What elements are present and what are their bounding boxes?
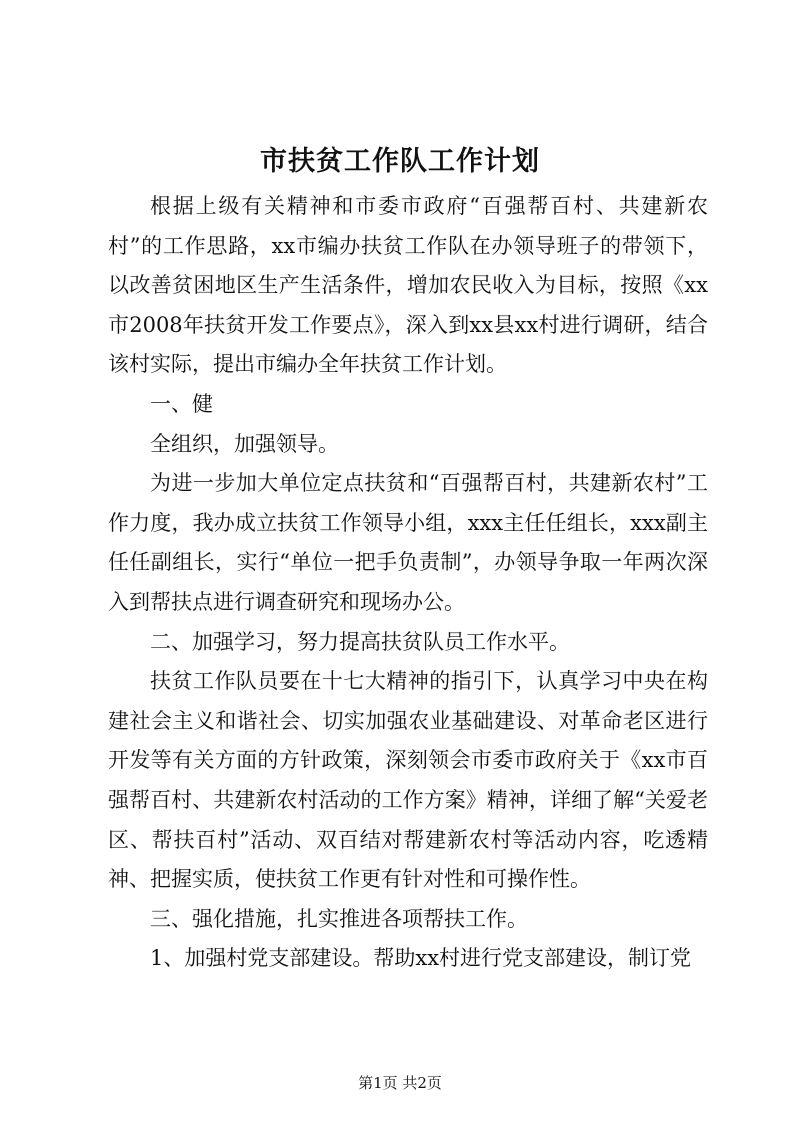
document-title: 市扶贫工作队工作计划 — [260, 146, 540, 177]
paragraph-heading-1b: 全组织，加强领导。 — [150, 431, 339, 456]
paragraph-heading-2: 二、加强学习，努力提高扶贫队员工作水平。 — [150, 629, 570, 654]
paragraph-heading-3: 三、强化措施，扎实推进各项帮扶工作。 — [150, 906, 528, 931]
paragraph-intro: 根据上级有关精神和市委市政府“百强帮百村、共建新农村”的工作思路，xx市编办扶贫工作队在办领导班子的带领下，以改善贫困地区生产生活条件，增加农民收入为目标，按照《xx市2008年扶贫开发工作要点》，深入到xx县xx村进行调研，结合该村实际，提出市编办全年扶贫工作计划。 — [108, 194, 708, 377]
paragraph-section-1: 为进一步加大单位定点扶贫和“百强帮百村，共建新农村”工作力度，我办成立扶贫工作领导小组，xxx主任任组长，xxx副主任任副组长，实行“单位一把手负责制”，办领导争取一年两次深入到帮扶点进行调查研究和现场办公。 — [108, 471, 708, 614]
paragraph-heading-1a: 一、健 — [150, 391, 213, 416]
paragraph-item-1: 1、加强村党支部建设。帮助xx村进行党支部建设，制订党 — [150, 946, 692, 971]
document-body — [108, 187, 708, 979]
page-footer: 第1页 共2页 — [358, 1074, 442, 1092]
paragraph-section-2: 扶贫工作队员要在十七大精神的指引下，认真学习中央在构建社会主义和谐社会、切实加强农业基础建设、对革命老区进行开发等有关方面的方针政策，深刻领会市委市政府关于《xx市百强帮百村、共建新农村活动的工作方案》精神，详细了解“关爱老区、帮扶百村”活动、双百结对帮建新农村等活动内容，吃透精神、把握实质，使扶贫工作更有针对性和可操作性。 — [108, 669, 708, 892]
